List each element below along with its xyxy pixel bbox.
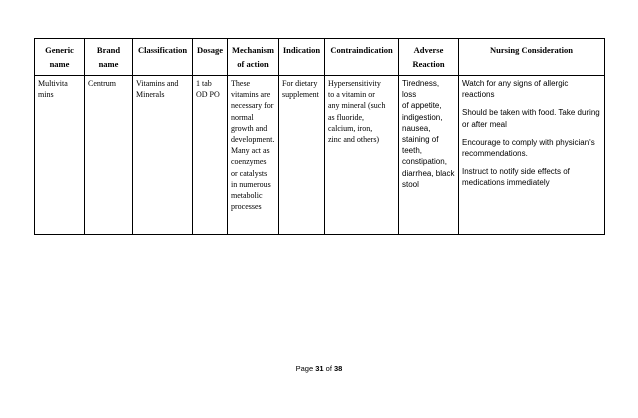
cell-generic-name <box>35 76 85 235</box>
cell-line: Minerals <box>136 90 165 100</box>
cell-line: Vitamins and <box>136 79 179 88</box>
cell-line: development. <box>231 135 275 145</box>
cell-line: Many act as <box>231 146 270 156</box>
cell-line: recommendations. <box>462 149 528 159</box>
header-dosage: Dosage <box>193 39 228 76</box>
cell-line: nausea, <box>402 123 431 133</box>
cell-brand-name: Centrum <box>85 76 133 235</box>
cell-line: 1 tab <box>196 79 212 88</box>
header-adverse-reaction: Adverse Reaction <box>399 39 459 76</box>
cell-line: processes <box>231 202 262 212</box>
page-footer <box>0 364 638 373</box>
cell-contraindication <box>325 76 399 235</box>
footer-page-total: 38 <box>334 364 343 373</box>
cell-line: OD PO <box>196 90 220 100</box>
cell-line: Tiredness, loss <box>402 79 440 100</box>
header-contraindication: Contraindication <box>325 39 399 76</box>
cell-line: Multivita <box>38 79 68 88</box>
cell-line: as fluoride, <box>328 112 364 122</box>
cell-line: of appetite, <box>402 101 442 111</box>
cell-line: supplement <box>282 90 319 100</box>
cell-line: metabolic <box>231 191 263 201</box>
header-row <box>35 39 605 76</box>
cell-mechanism <box>228 76 279 235</box>
header-nursing-consideration: Nursing Consideration <box>459 39 605 76</box>
cell-line: coenzymes <box>231 157 267 167</box>
cell-line: or after meal <box>462 119 507 129</box>
cell-dosage <box>193 76 228 235</box>
cell-nursing-consideration <box>459 76 605 235</box>
nursing-item <box>462 78 601 100</box>
cell-line: indigestion, <box>402 112 443 122</box>
cell-line: any mineral (such <box>328 101 386 111</box>
cell-line: zinc and others) <box>328 135 380 145</box>
cell-line: For dietary <box>282 79 318 88</box>
cell-line: in numerous <box>231 179 271 189</box>
cell-line: mins <box>38 90 54 100</box>
cell-line: vitamins are <box>231 90 271 100</box>
cell-line: Hypersensitivity <box>328 79 381 88</box>
header-classification: Classification <box>133 39 193 76</box>
cell-line: Watch for any signs of allergic <box>462 79 569 88</box>
header-brand-name: Brand name <box>85 39 133 76</box>
header-indication: Indication <box>279 39 325 76</box>
cell-line: medications immediately <box>462 178 550 188</box>
cell-line: growth and <box>231 123 268 133</box>
cell-line: staining of <box>402 135 439 145</box>
cell-indication <box>279 76 325 235</box>
cell-line: necessary for <box>231 101 274 111</box>
table-row <box>35 76 605 235</box>
footer-of: of <box>323 364 335 373</box>
cell-line: teeth, <box>402 146 423 156</box>
footer-prefix: Page <box>295 364 316 373</box>
cell-line: These <box>231 79 251 88</box>
footer-page-number: 31 <box>315 364 324 373</box>
nursing-item <box>462 166 601 188</box>
cell-line: normal <box>231 112 254 122</box>
drug-study-table <box>34 38 605 235</box>
cell-line: stool <box>402 179 419 189</box>
cell-classification <box>133 76 193 235</box>
cell-line: Should be taken with food. Take during <box>462 108 600 118</box>
header-mechanism: Mechanism of action <box>228 39 279 76</box>
cell-line: or catalysts <box>231 168 268 178</box>
nursing-item <box>462 107 601 129</box>
nursing-item <box>462 137 601 159</box>
cell-line: diarrhea, black <box>402 168 455 178</box>
cell-line: to a vitamin or <box>328 90 375 100</box>
cell-line: calcium, iron, <box>328 123 373 133</box>
cell-adverse-reaction <box>399 76 459 235</box>
header-generic-name: Generic name <box>35 39 85 76</box>
cell-line: Instruct to notify side effects of <box>462 167 570 177</box>
cell-line: reactions <box>462 90 495 100</box>
cell-line: Encourage to comply with physician's <box>462 137 595 147</box>
cell-line: constipation, <box>402 157 447 167</box>
